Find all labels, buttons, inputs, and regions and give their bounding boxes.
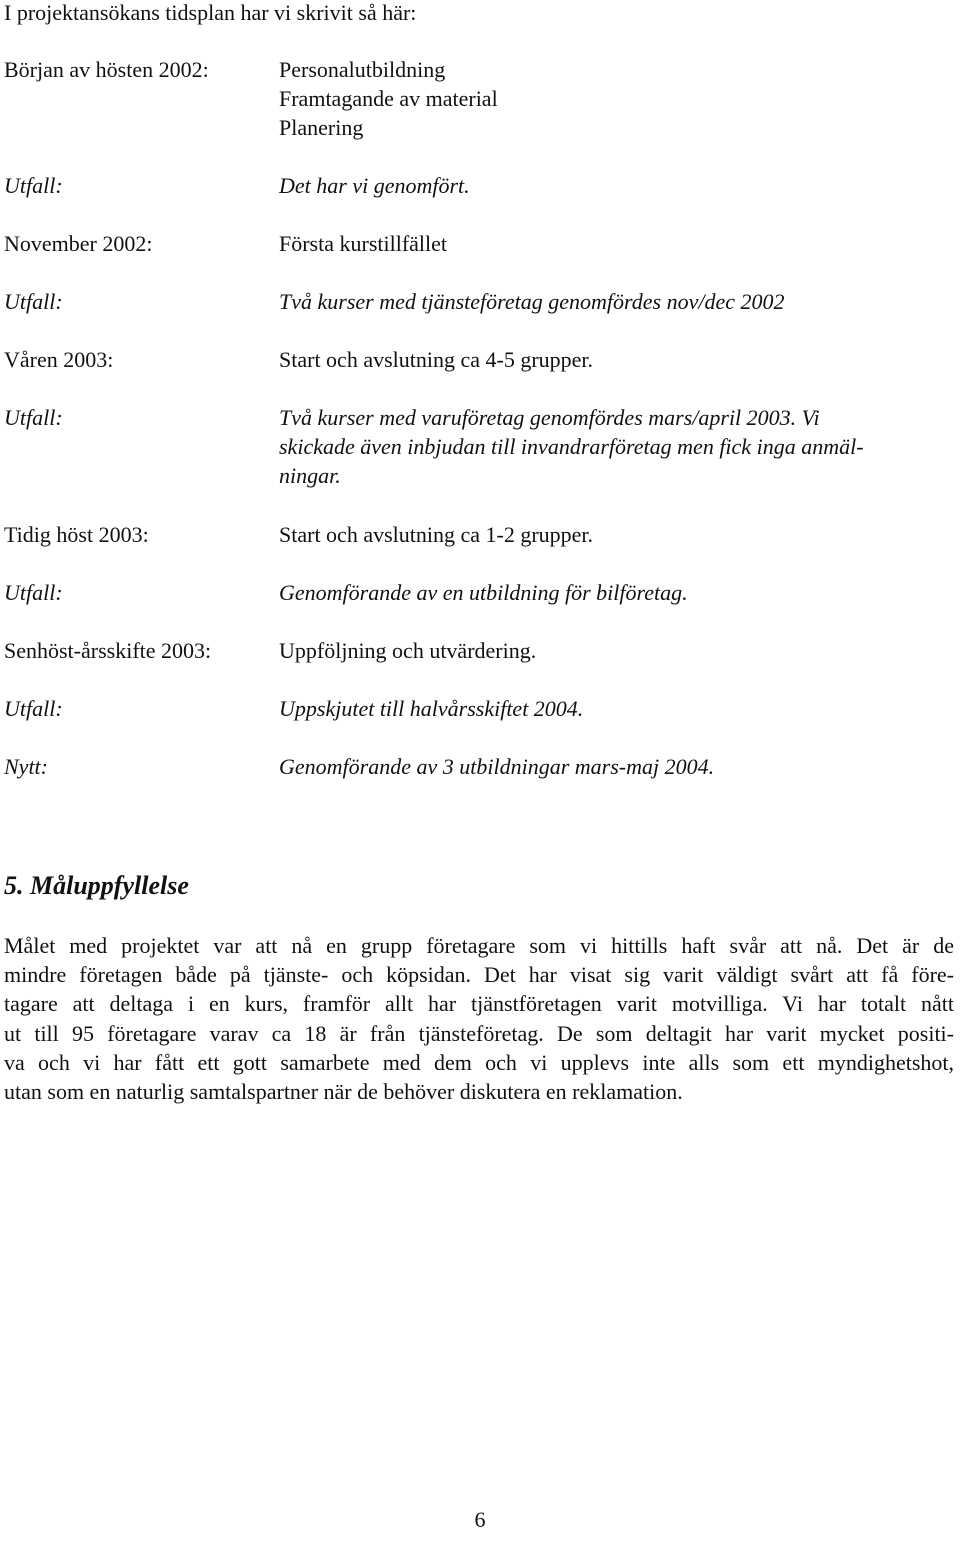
schedule-content <box>279 636 955 665</box>
schedule-content <box>279 229 955 258</box>
schedule-content <box>279 520 955 549</box>
schedule-line: Framtagande av material <box>279 86 498 111</box>
schedule-line: skickade även inbjudan till invandrarföretag men fick inga anmäl- <box>279 434 864 459</box>
schedule-content <box>279 752 955 781</box>
section-heading: 5. Måluppfyllelse <box>4 871 189 900</box>
page-number: 6 <box>474 1507 486 1532</box>
schedule-label: Utfall: <box>4 405 63 430</box>
schedule-label: Tidig höst 2003: <box>4 522 149 547</box>
schedule-label: Början av hösten 2002: <box>4 57 209 82</box>
schedule-line: Uppföljning och utvärdering. <box>279 638 537 663</box>
body-paragraph <box>4 931 954 1106</box>
schedule-content <box>279 578 955 607</box>
schedule-line: Genomförande av 3 utbildningar mars-maj 2004. <box>279 754 715 779</box>
schedule-line: Uppskjutet till halvårsskiftet 2004. <box>279 696 584 721</box>
schedule-label: November 2002: <box>4 231 153 256</box>
schedule-line: Planering <box>279 115 364 140</box>
schedule-line: Personalutbildning <box>279 57 446 82</box>
intro-text: I projektansökans tidsplan har vi skrivit så här: <box>4 0 417 25</box>
paragraph-line: utan som en naturlig samtalspartner när de behöver diskutera en reklamation. <box>4 1079 683 1105</box>
schedule-line: Start och avslutning ca 1-2 grupper. <box>279 522 594 547</box>
schedule-content <box>279 694 955 723</box>
schedule-content <box>279 287 955 316</box>
schedule-line: Två kurser med tjänsteföretag genomfördes nov/dec 2002 <box>279 289 785 314</box>
schedule-label: Senhöst-årsskifte 2003: <box>4 638 212 663</box>
schedule-content <box>279 55 955 142</box>
schedule-content <box>279 171 955 200</box>
schedule-content <box>279 345 955 374</box>
schedule-label: Utfall: <box>4 289 63 314</box>
paragraph-line: ut till 95 företagare varav ca 18 är från tjänsteföretag. De som deltagit har varit mycket positi- <box>4 1020 954 1046</box>
schedule-label: Utfall: <box>4 696 63 721</box>
schedule-line: ningar. <box>279 463 341 488</box>
schedule-label: Nytt: <box>4 754 48 779</box>
schedule-label: Utfall: <box>4 580 63 605</box>
schedule-line: Genomförande av en utbildning för bilföretag. <box>279 580 688 605</box>
paragraph-line: Målet med projektet var att nå en grupp företagare som vi hittills haft svår att nå. Det är de <box>4 933 954 958</box>
schedule-line: Två kurser med varuföretag genomfördes mars/april 2003. Vi <box>279 405 820 430</box>
paragraph-line: mindre företagen både på tjänste- och köpsidan. Det har visat sig varit väldigt svårt att få före- <box>4 962 954 988</box>
schedule-label: Utfall: <box>4 173 63 198</box>
paragraph-line: tagare att deltaga i en kurs, framför allt har tjänstföretagen varit motvilliga. Vi har totalt nått <box>4 991 954 1017</box>
paragraph-line: va och vi har fått ett gott samarbete med dem och vi upplevs inte alls som ett myndighetshot, <box>4 1049 954 1075</box>
schedule-line: Start och avslutning ca 4-5 grupper. <box>279 347 594 372</box>
schedule-line: Första kurstillfället <box>279 231 448 256</box>
schedule-label: Våren 2003: <box>4 347 114 372</box>
schedule-line: Det har vi genomfört. <box>279 173 470 198</box>
schedule-content <box>279 403 955 490</box>
